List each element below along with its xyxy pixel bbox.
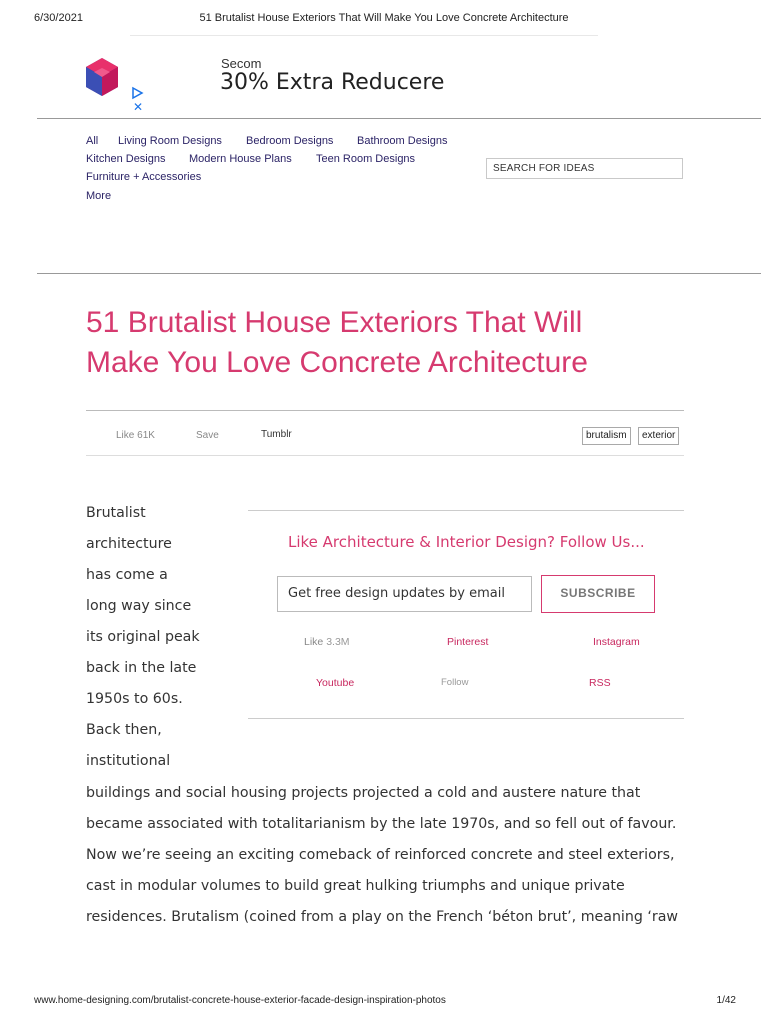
like-label: Like	[304, 636, 324, 648]
ad-headline[interactable]: 30% Extra Reducere	[220, 70, 445, 95]
secom-logo-icon[interactable]	[84, 58, 120, 98]
paragraph-line: Back then,	[86, 722, 162, 738]
paragraph-line: architecture	[86, 536, 172, 552]
paragraph-line: cast in modular volumes to build great hulking triumphs and unique private	[86, 878, 625, 894]
subscribe-button[interactable]: SUBSCRIBE	[541, 575, 655, 613]
nav-divider	[37, 273, 761, 274]
tag-exterior[interactable]: exterior	[638, 427, 679, 445]
print-url: www.home-designing.com/brutalist-concrete-house-exterior-facade-design-inspiration-photos	[34, 995, 446, 1006]
paragraph-line: has come a	[86, 567, 168, 583]
article-title	[86, 303, 686, 383]
header-divider	[37, 118, 761, 119]
nav-item-teen-room[interactable]: Teen Room Designs	[316, 153, 416, 165]
print-page-title: 51 Brutalist House Exteriors That Will Make You Love Concrete Architecture	[199, 12, 569, 24]
paragraph-line: institutional	[86, 753, 171, 769]
pinterest-link[interactable]: Pinterest	[447, 636, 489, 648]
search-input[interactable]: SEARCH FOR IDEAS	[486, 158, 683, 179]
paragraph-line: its original peak	[86, 629, 200, 645]
pinterest-save-button[interactable]: Save	[196, 430, 219, 441]
follow-box-top-divider	[248, 510, 684, 511]
article-title-line-1: 51 Brutalist House Exteriors That Will	[86, 306, 583, 339]
nav-item-bedroom[interactable]: Bedroom Designs	[246, 135, 334, 147]
ad-divider	[130, 35, 598, 36]
paragraph-line: 1950s to 60s.	[86, 691, 183, 707]
article-intro-narrow	[86, 498, 246, 777]
follow-box-bottom-divider	[248, 718, 684, 719]
paragraph-line: long way since	[86, 598, 192, 614]
share-bar-bottom-divider	[86, 455, 684, 456]
facebook-follow-like[interactable]	[304, 636, 350, 648]
follow-box-title: Like Architecture & Interior Design? Follow Us...	[288, 533, 645, 551]
print-page-number: 1/42	[716, 995, 736, 1006]
follow-button[interactable]: Follow	[441, 677, 469, 688]
ad-brand[interactable]: Secom	[221, 56, 262, 71]
print-date: 6/30/2021	[34, 12, 83, 24]
tumblr-share-button[interactable]: Tumblr	[261, 429, 292, 440]
article-title-line-2: Make You Love Concrete Architecture	[86, 346, 588, 379]
paragraph-line: became associated with totalitarianism by the late 1970s, and so fell out of favour.	[86, 816, 677, 832]
instagram-link[interactable]: Instagram	[593, 636, 640, 648]
nav-item-modern-house-plans[interactable]: Modern House Plans	[189, 153, 292, 165]
paragraph-line: buildings and social housing projects projected a cold and austere nature that	[86, 785, 641, 801]
youtube-link[interactable]: Youtube	[316, 677, 355, 689]
facebook-like-button[interactable]	[116, 430, 155, 441]
like-count: 3.3M	[326, 636, 350, 648]
article-body-wide	[86, 778, 686, 933]
nav-item-kitchen[interactable]: Kitchen Designs	[86, 153, 166, 165]
like-count: 61K	[137, 430, 155, 441]
close-icon[interactable]: ✕	[133, 100, 144, 114]
nav-item-all[interactable]: All	[86, 135, 99, 147]
rss-link[interactable]: RSS	[589, 677, 611, 689]
adchoices-play-icon[interactable]	[130, 86, 144, 100]
paragraph-line: residences. Brutalism (coined from a play on the French ‘béton brut’, meaning ‘raw	[86, 909, 679, 925]
paragraph-line: Brutalist	[86, 505, 146, 521]
share-bar-top-divider	[86, 410, 684, 411]
like-label: Like	[116, 430, 135, 441]
nav-item-more[interactable]: More	[86, 190, 112, 202]
email-field[interactable]: Get free design updates by email	[277, 576, 532, 612]
tag-brutalism[interactable]: brutalism	[582, 427, 631, 445]
nav-item-living-room[interactable]: Living Room Designs	[118, 135, 222, 147]
nav-item-bathroom[interactable]: Bathroom Designs	[357, 135, 448, 147]
paragraph-line: back in the late	[86, 660, 197, 676]
paragraph-line: Now we’re seeing an exciting comeback of reinforced concrete and steel exteriors,	[86, 847, 675, 863]
nav-item-furniture[interactable]: Furniture + Accessories	[86, 171, 202, 183]
